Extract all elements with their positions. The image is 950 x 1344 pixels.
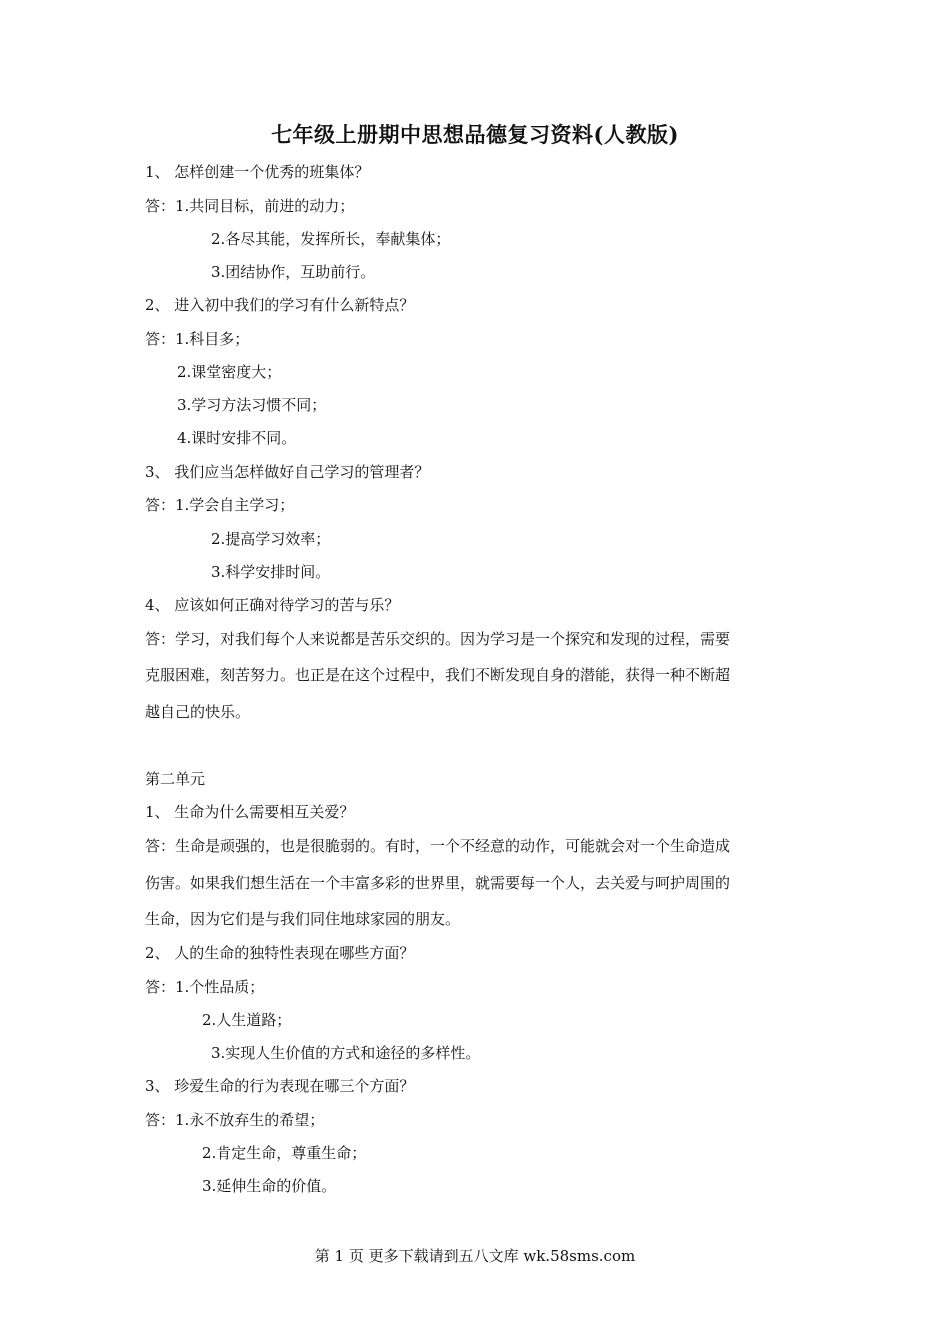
answer-3-item-1: 答：1.学会自主学习； — [145, 496, 295, 514]
unit2-answer-3-item-1: 答：1.永不放弃生的希望； — [145, 1111, 325, 1129]
answer-4-line-1: 答：学习，对我们每个人来说都是苦乐交织的。因为学习是一个探究和发现的过程，需要 — [145, 630, 731, 648]
answer-3-item-2: 2.提高学习效率； — [211, 530, 331, 548]
unit2-answer-3-item-2: 2.肯定生命，尊重生命； — [202, 1144, 367, 1162]
answer-4-line-3: 越自己的快乐。 — [145, 703, 251, 721]
unit2-question-3: 3、 珍爱生命的行为表现在哪三个方面？ — [145, 1077, 415, 1095]
answer-3-item-3: 3.科学安排时间。 — [211, 563, 331, 581]
answer-1-item-1: 答：1.共同目标，前进的动力； — [145, 197, 355, 215]
unit2-answer-2-item-1: 答：1.个性品质； — [145, 978, 265, 996]
answer-2-item-4: 4.课时安排不同。 — [177, 429, 297, 447]
answer-2-item-1: 答：1.科目多； — [145, 330, 250, 348]
document-title: 七年级上册期中思想品德复习资料(人教版) — [271, 122, 679, 147]
answer-2-item-2: 2.课堂密度大； — [177, 363, 282, 381]
question-4: 4、 应该如何正确对待学习的苦与乐？ — [145, 596, 400, 614]
unit2-answer-1-line-1: 答：生命是顽强的，也是很脆弱的。有时，一个不经意的动作，可能就会对一个生命造成 — [145, 837, 731, 855]
question-2: 2、 进入初中我们的学习有什么新特点？ — [145, 296, 415, 314]
answer-1-item-2: 2.各尽其能，发挥所长，奉献集体； — [211, 230, 451, 248]
unit2-answer-2-item-2: 2.人生道路； — [202, 1011, 292, 1029]
unit2-question-1: 1、 生命为什么需要相互关爱？ — [145, 803, 355, 821]
question-3: 3、 我们应当怎样做好自己学习的管理者？ — [145, 463, 430, 481]
page-footer: 第 1 页 更多下载请到五八文库 wk.58sms.com — [314, 1247, 636, 1265]
answer-1-item-3: 3.团结协作，互助前行。 — [211, 263, 376, 281]
unit2-answer-1-line-3: 生命，因为它们是与我们同住地球家园的朋友。 — [145, 910, 461, 928]
unit-heading: 第二单元 — [145, 770, 206, 788]
unit2-answer-2-item-3: 3.实现人生价值的方式和途径的多样性。 — [211, 1044, 481, 1062]
unit2-answer-3-item-3: 3.延伸生命的价值。 — [202, 1177, 337, 1195]
question-1: 1、 怎样创建一个优秀的班集体？ — [145, 163, 370, 181]
answer-4-line-2: 克服困难，刻苦努力。也正是在这个过程中，我们不断发现自身的潜能，获得一种不断超 — [145, 666, 731, 684]
unit2-question-2: 2、 人的生命的独特性表现在哪些方面？ — [145, 944, 415, 962]
unit2-answer-1-line-2: 伤害。如果我们想生活在一个丰富多彩的世界里，就需要每一个人，去关爱与呵护周围的 — [145, 874, 731, 892]
answer-2-item-3: 3.学习方法习惯不同； — [177, 396, 327, 414]
